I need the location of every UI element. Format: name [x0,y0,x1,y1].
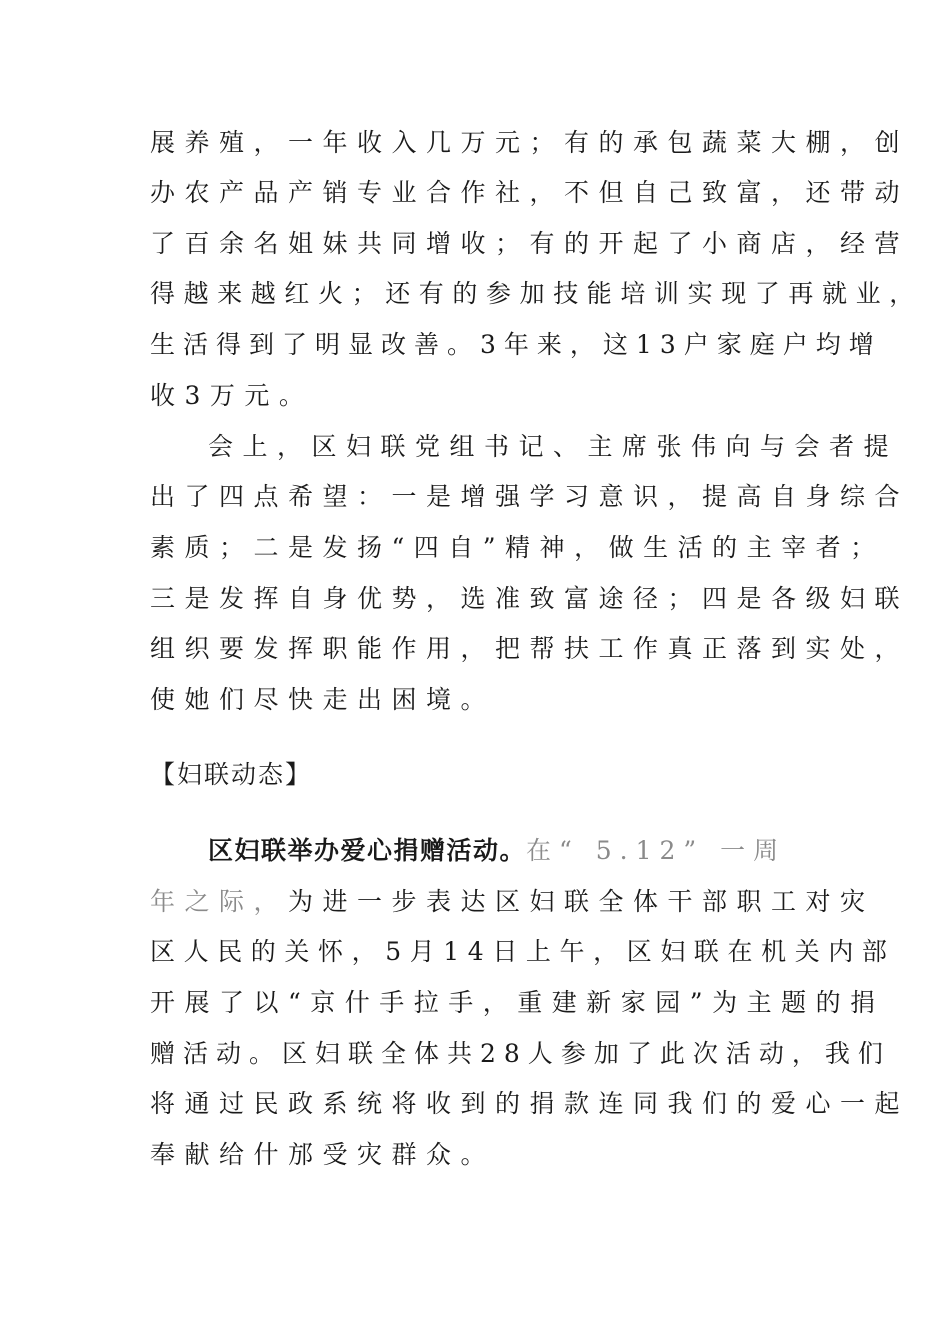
paragraph-line: 出了四点希望：一是增强学习意识，提高自身综合 [150,482,910,511]
paragraph-line: 生活得到了明显改善。3年来，这13户家庭户均增 [150,330,882,359]
paragraph-line: 得越来越红火；还有的参加技能培训实现了再就业， [150,279,923,308]
news-first-line [208,836,786,866]
paragraph-line: 会上，区妇联党组书记、主席张伟向与会者提 [208,432,899,461]
paragraph-line: 素质；二是发扬“四自”精神，做生活的主宰者； [150,533,885,562]
paragraph-line: 办农产品产销专业合作社，不但自己致富，还带动 [150,178,910,207]
paragraph-line: 展养殖，一年收入几万元；有的承包蔬菜大棚，创 [150,128,910,157]
paragraph-line: 收3万元。 [150,381,314,410]
paragraph-line: 了百余名姐妹共同增收；有的开起了小商店，经营 [150,229,910,258]
news-intro-text: 年之际， [150,887,289,916]
section-heading: 【妇联动态】 [150,760,313,789]
news-line: 奉献给什邡受灾群众。 [150,1140,496,1169]
news-line: 赠活动。区妇联全体共28人参加了此次活动，我们 [150,1039,891,1068]
paragraph-line: 三是发挥自身优势，选准致富途径；四是各级妇联 [150,584,910,613]
news-headline: 区妇联举办爱心捐赠活动。 [208,836,527,865]
news-line: 开展了以“京什手拉手，重建新家园”为主题的捐 [150,988,885,1017]
news-text: 为进一步表达区妇联全体干部职工对灾 [288,887,875,916]
news-intro-text: 在“ 5.12” 一周 [526,836,787,865]
news-line: 将通过民政系统将收到的捐款连同我们的爱心一起 [150,1089,910,1118]
paragraph-line: 组织要发挥职能作用，把帮扶工作真正落到实处， [150,634,910,663]
news-second-line [150,887,875,917]
paragraph-line: 使她们尽快走出困境。 [150,685,496,714]
news-line: 区人民的关怀，5月14日上午，区妇联在机关内部 [150,937,896,966]
